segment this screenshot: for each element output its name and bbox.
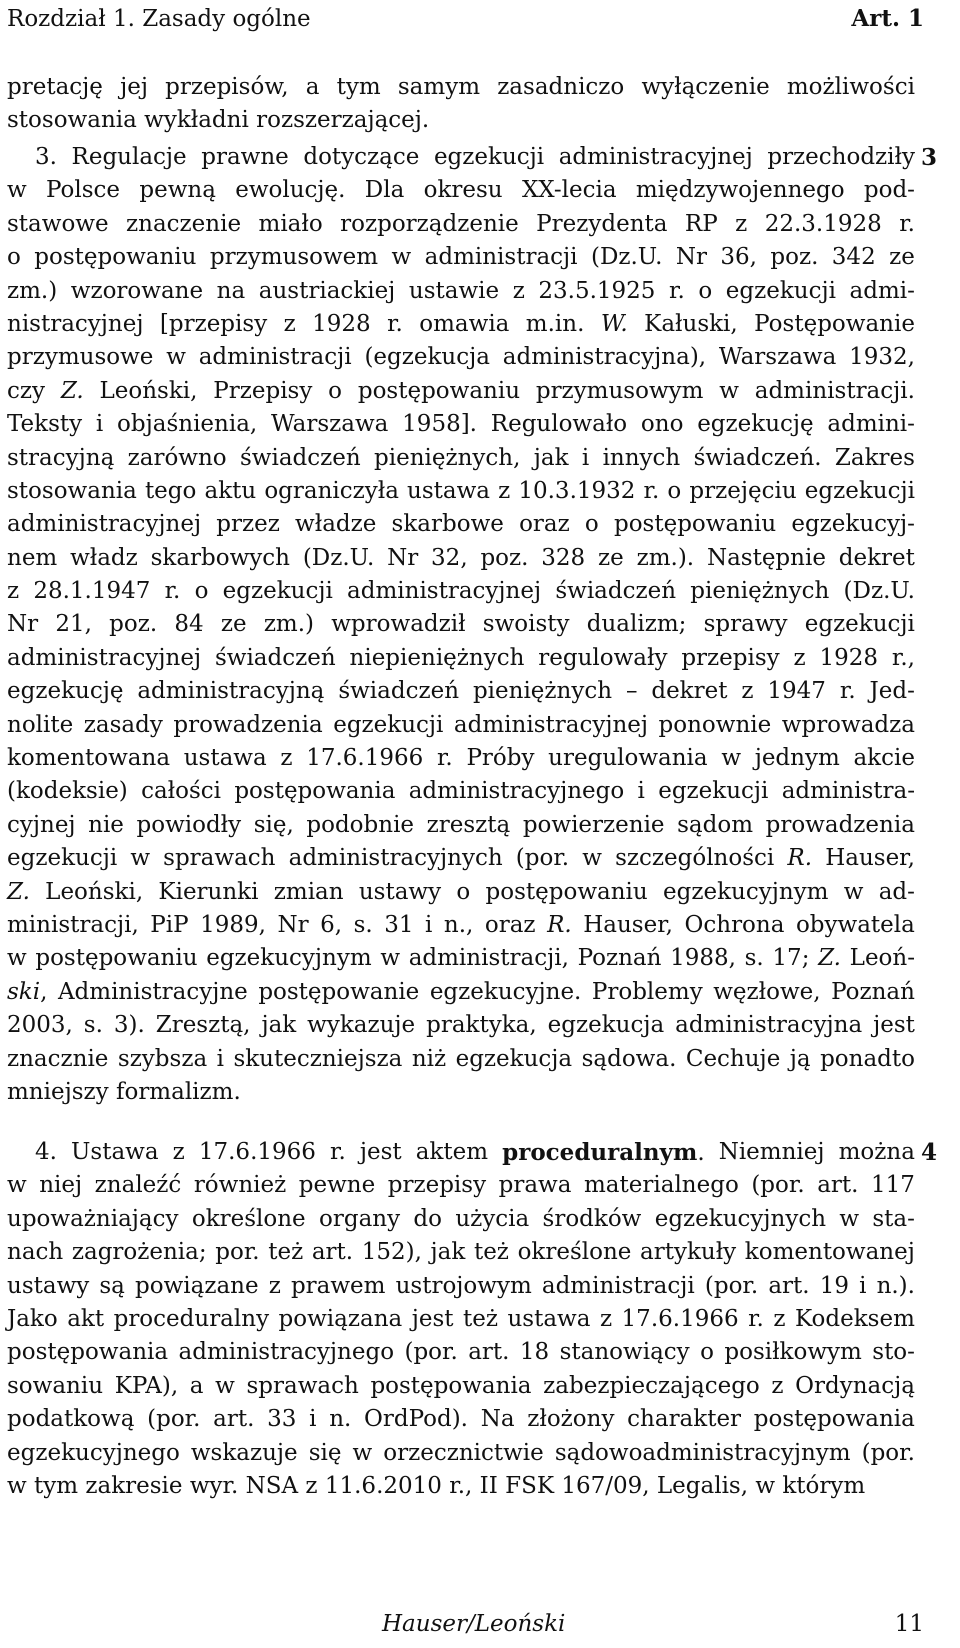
text-line: w tym zakresie wyr. NSA z 11.6.2010 r., II FSK 167/09, Legalis, w którym	[7, 1472, 866, 1499]
text-line: o postępowaniu przymusowem w administracji (Dz.U. Nr 36, poz. 342 ze	[7, 244, 915, 271]
text-line: postępowania administracyjnego (por. art. 18 stanowiący o posiłkowym sto-	[7, 1339, 915, 1366]
margin-number-4: 4	[921, 1139, 938, 1166]
text-line: czy Z. Leoński, Przepisy o postępowaniu przymusowym w administracji.	[7, 377, 915, 404]
text-line: ustawy są powiązane z prawem ustrojowym administracji (por. art. 19 i n.).	[7, 1272, 915, 1299]
text-line: stracyjną zarówno świadczeń pieniężnych, jak i innych świadczeń. Zakres	[7, 444, 915, 471]
text-line: egzekucję administracyjną świadczeń pieniężnych – dekret z 1947 r. Jed-	[7, 678, 915, 705]
text-line: stosowania tego aktu ograniczyła ustawa z 10.3.1932 r. o przejęciu egzekucji	[7, 477, 915, 504]
text-line: ministracji, PiP 1989, Nr 6, s. 31 i n., oraz R. Hauser, Ochrona obywatela	[7, 911, 915, 938]
paragraph-3	[7, 141, 915, 1109]
paragraph-4	[7, 1136, 915, 1503]
text-line: Jako akt proceduralny powiązana jest też ustawa z 17.6.1966 r. z Kodeksem	[7, 1305, 915, 1332]
text-line: w Polsce pewną ewolucję. Dla okresu XX-lecia międzywojennego pod-	[7, 177, 915, 204]
text-line: 3. Regulacje prawne dotyczące egzekucji administracyjnej przechodziły	[35, 144, 915, 170]
text-line: stawowe znaczenie miało rozporządzenie Prezydenta RP z 22.3.1928 r.	[7, 210, 915, 237]
text-line: Teksty i objaśnienia, Warszawa 1958]. Regulowało ono egzekucję admini-	[7, 411, 915, 438]
text-line: w niej znaleźć również pewne przepisy prawa materialnego (por. art. 117	[7, 1172, 915, 1199]
paragraph-2-continuation	[7, 71, 915, 138]
text-line: sowaniu KPA), a w sprawach postępowania zabezpieczającego z Ordynacją	[7, 1372, 915, 1399]
text-line: (kodeksie) całości postępowania administracyjnego i egzekucji administra-	[7, 778, 915, 805]
page-number: 11	[894, 1611, 924, 1637]
text-line: 4. Ustawa z 17.6.1966 r. jest aktem proceduralnym. Niemniej można	[35, 1139, 915, 1166]
text-line: administracyjnej świadczeń niepieniężnych regulowały przepisy z 1928 r.,	[7, 644, 915, 671]
page-footer	[0, 1604, 960, 1644]
text-line: w postępowaniu egzekucyjnym w administracji, Poznań 1988, s. 17; Z. Leoń-	[7, 945, 915, 972]
text-line: podatkową (por. art. 33 i n. OrdPod). Na złożony charakter postępowania	[7, 1406, 915, 1433]
text-line: egzekucji w sprawach administracyjnych (por. w szczególności R. Hauser,	[7, 845, 915, 872]
margin-number-3: 3	[921, 144, 938, 171]
text-line: egzekucyjnego wskazuje się w orzecznictwie sądowoadministracyjnym (por.	[7, 1439, 915, 1466]
text-line: nem władz skarbowych (Dz.U. Nr 32, poz. 328 ze zm.). Następnie dekret	[7, 544, 915, 571]
text-line: administracyjnej przez władze skarbowe oraz o postępowaniu egzekucyj-	[7, 511, 915, 538]
text-line: komentowana ustawa z 17.6.1966 r. Próby uregulowania w jednym akcie	[7, 745, 915, 772]
text-line: mniejszy formalizm.	[7, 1078, 241, 1105]
text-line: pretację jej przepisów, a tym samym zasadniczo wyłączenie możliwości	[7, 74, 915, 100]
text-line: nolite zasady prowadzenia egzekucji administracyjnej ponownie wprowadza	[7, 711, 915, 738]
text-line: stosowania wykładni rozszerzającej.	[7, 107, 430, 134]
footer-authors: Hauser/Leoński	[382, 1611, 566, 1637]
text-line: nistracyjnej [przepisy z 1928 r. omawia m.in. W. Kałuski, Postępowanie	[7, 310, 915, 337]
text-line: cyjnej nie powiodły się, podobnie zresztą powierzenie sądom prowadzenia	[7, 811, 915, 838]
running-header	[7, 2, 924, 36]
text-line: zm.) wzorowane na austriackiej ustawie z 23.5.1925 r. o egzekucji admi-	[7, 277, 915, 304]
chapter-title: Rozdział 1. Zasady ogólne	[7, 6, 311, 32]
text-line: ski, Administracyjne postępowanie egzekucyjne. Problemy węzłowe, Poznań	[7, 978, 915, 1005]
text-line: nach zagrożenia; por. też art. 152), jak też określone artykuły komentowanej	[7, 1239, 915, 1266]
text-line: upoważniający określone organy do użycia środków egzekucyjnych w sta-	[7, 1205, 915, 1232]
text-line: przymusowe w administracji (egzekucja administracyjna), Warszawa 1932,	[7, 344, 915, 371]
text-line: Nr 21, poz. 84 ze zm.) wprowadził swoisty dualizm; sprawy egzekucji	[7, 611, 915, 638]
article-number: Art. 1	[851, 5, 924, 32]
text-line: 2003, s. 3). Zresztą, jak wykazuje praktyka, egzekucja administracyjna jest	[7, 1012, 915, 1039]
text-line: znacznie szybsza i skuteczniejsza niż egzekucja sądowa. Cechuje ją ponadto	[7, 1045, 915, 1072]
text-line: Z. Leoński, Kierunki zmian ustawy o postępowaniu egzekucyjnym w ad-	[7, 878, 915, 905]
text-line: z 28.1.1947 r. o egzekucji administracyjnej świadczeń pieniężnych (Dz.U.	[7, 578, 915, 605]
